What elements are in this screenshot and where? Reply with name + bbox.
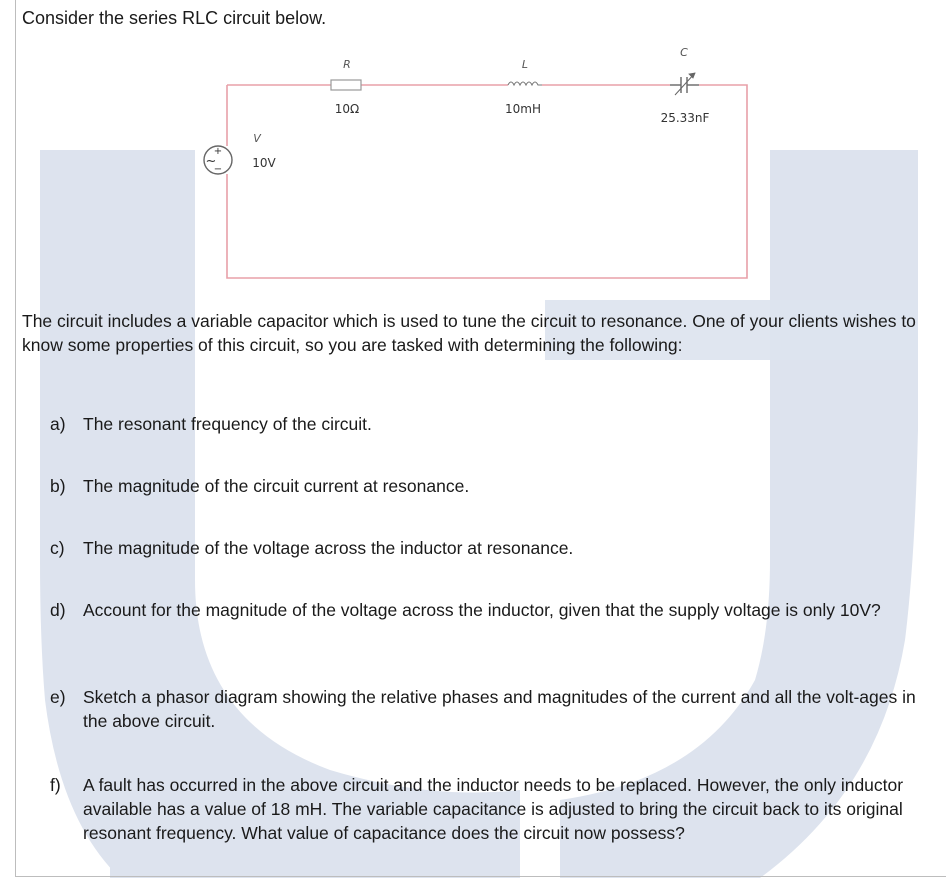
inductor-label: L xyxy=(521,58,529,71)
resistor-value: 10Ω xyxy=(334,102,360,116)
question-letter: c) xyxy=(50,538,65,558)
question-item xyxy=(50,773,930,845)
question-item xyxy=(50,685,930,733)
page-bottom-border xyxy=(15,876,946,877)
inductor-symbol xyxy=(508,82,542,85)
question-text: A fault has occurred in the above circuit and the inductor needs to be replaced. However, the only inductor available has a value of 18 mH. The variable capacitance is adjusted to bring the circuit back to its original resonant frequency. What value of capacitance does the circuit now possess? xyxy=(83,775,904,843)
question-item xyxy=(50,474,930,498)
page-left-border xyxy=(15,0,16,876)
intro-text: Consider the series RLC circuit below. xyxy=(22,8,327,28)
source-value: 10V xyxy=(252,156,276,170)
inductor-value: 10mH xyxy=(505,102,541,116)
question-item xyxy=(50,412,930,436)
question-item xyxy=(50,598,930,622)
circuit-description: The circuit includes a variable capacitor which is used to tune the circuit to resonance. One of your clients wishes to know some properties of this circuit, so you are tasked with determining the following: xyxy=(22,311,916,355)
question-text: The resonant frequency of the circuit. xyxy=(83,414,372,434)
resistor-label: R xyxy=(343,58,351,71)
capacitor-label: C xyxy=(680,46,688,59)
question-text: Account for the magnitude of the voltage across the inductor, given that the supply voltage is only 10V? xyxy=(83,600,881,620)
question-text: The magnitude of the voltage across the inductor at resonance. xyxy=(83,538,574,558)
source-tilde: ~ xyxy=(205,154,217,169)
question-item xyxy=(50,536,930,560)
source-plus-sign: + xyxy=(213,146,223,157)
question-letter: f) xyxy=(50,775,61,795)
capacitor-value: 25.33nF xyxy=(660,111,710,125)
question-letter: d) xyxy=(50,600,66,620)
question-text: Sketch a phasor diagram showing the relative phases and magnitudes of the current and all the volt-ages in the above circuit. xyxy=(83,687,916,731)
capacitor-symbol xyxy=(670,73,699,95)
source-minus-sign: − xyxy=(213,164,223,175)
question-text: The magnitude of the circuit current at resonance. xyxy=(83,476,470,496)
question-letter: b) xyxy=(50,476,66,496)
resistor-symbol xyxy=(331,80,361,90)
rlc-circuit-diagram xyxy=(195,40,765,290)
source-label: V xyxy=(253,132,261,145)
question-letter: a) xyxy=(50,414,66,434)
question-letter: e) xyxy=(50,687,66,707)
